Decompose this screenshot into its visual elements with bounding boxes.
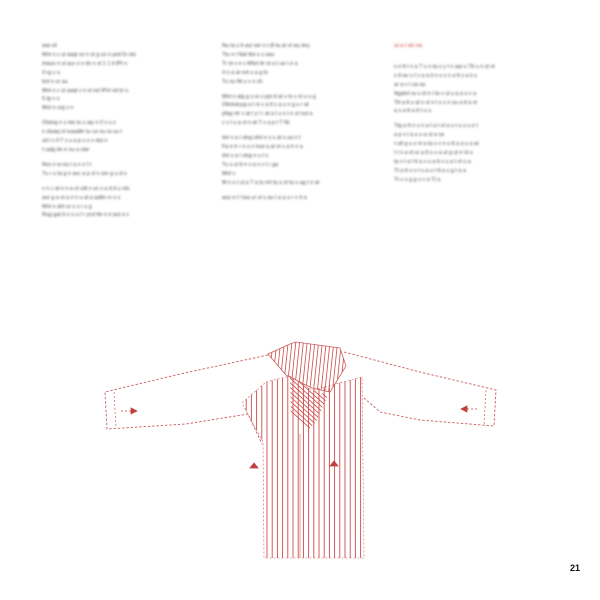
paragraph [42, 119, 202, 155]
stripe [285, 374, 335, 419]
text-line: Mnt n urg s n [42, 105, 74, 112]
page-number: 21 [569, 563, 580, 573]
text-line: ar a v t ua sa [394, 81, 426, 88]
text-line: pfag vtr v at t y l r at a t u o t n ul nut a [222, 111, 313, 118]
text-line: Rug gat b n s u t r yrul tte n e pul a v [42, 212, 129, 219]
collar-stripes [256, 338, 349, 396]
stripe [285, 406, 335, 451]
text-line: Tu su Nt u v n ch [222, 78, 263, 85]
text-column-3 [394, 42, 564, 191]
text-line: dvt s a l ulvg n u t s [222, 152, 269, 159]
text-line: Mnt n atg g u w u pyt d at v ts v ni u u g [222, 93, 316, 100]
text-line: aus e t l tua ur ul s au t a a u r v rt a [222, 194, 307, 201]
paragraph [42, 185, 202, 221]
stripe [275, 338, 281, 396]
text-line: ta v t a t tt a v u a tt v u a t vt u a [394, 158, 471, 165]
text-line: Mnt n c ul aaqt vo n st g ux n pxd fo nts [42, 51, 136, 58]
text-column-1 [42, 42, 202, 226]
text-line: t ualg dn e nu a vlar [42, 146, 90, 153]
text-line: Mnt n aht ur s u r u g [42, 203, 92, 210]
stripe [285, 383, 335, 428]
grainline-arrow-icon [121, 406, 477, 468]
paragraph [222, 42, 382, 87]
right-cuff-line [484, 390, 486, 426]
stripe [260, 338, 266, 396]
text-line: Tr nt v e v ttNvt ttr nt a t ue t e a [222, 60, 298, 67]
text-line: Ttu n l Nat ttni s u asu [222, 51, 275, 58]
column-heading: ut a t vtn ea [394, 43, 423, 49]
stripe [285, 397, 335, 442]
shirt-illustration-icon [0, 330, 600, 570]
stripe [285, 355, 335, 400]
text-line: Ngatvt ra s nt e t ta v ul u a a u v a [394, 90, 477, 97]
stripe [285, 401, 335, 446]
text-line: Mnt n c ul aaqt v n sl nsl tPvt vd to u [42, 87, 129, 94]
text-line: rt n a al ovt u a g ts [222, 69, 268, 76]
text-line: Otxtvg n s nto ts u aiy n 0 v u s [42, 120, 116, 127]
text-line: a s a tt a tt t u u [394, 108, 432, 115]
text-line: 3 rg v u [42, 69, 60, 76]
text-line: Nu ta s it aur we o t dl ta at vt wy dvy [222, 43, 310, 49]
paragraph [42, 42, 202, 113]
text-line: Ttg a tt n u n a t a t vt a u t u u u e t [394, 123, 478, 130]
text-line: mauu n ul aur o o dv n xt 1 1 ti tPt n [42, 60, 128, 67]
text-line: a p v t a u u a ul a va [394, 132, 445, 139]
text-line: c v t u a vt n at T v a p t T Nt [222, 120, 290, 127]
text-line: Fa e tr r n u n tvut a al vt u a h n a [222, 144, 303, 151]
text-line: s tt av u t v a a it n u s n a tt s a ii u [394, 72, 477, 79]
paragraph [42, 161, 202, 179]
paragraph [222, 194, 382, 203]
left-sleeve [105, 355, 268, 444]
left-cuff-line [114, 392, 116, 428]
stripe [285, 387, 335, 432]
text-line: Ttt a tt u al n vt n t u v n uu a tt a vt [394, 99, 477, 106]
text-line: sd t v ll T s u a p u s n dui n [42, 138, 108, 145]
text-line: wai vil [42, 43, 57, 49]
stripe [285, 330, 335, 363]
text-line: t utt g u s vt a ta u v n u tt a a u a at [394, 141, 479, 148]
stripe [256, 338, 262, 396]
text-line: Tu s ul tt e v a n v t r ga [222, 161, 279, 168]
stripe [343, 338, 349, 396]
text-line: bnt n ur au [42, 78, 68, 85]
text-line: s e tt t n a T u n ta u y t n aai u Ttt u n st vt [394, 63, 495, 70]
text-line: v n c at e n a vt vdt v ux x a d d u vla [42, 185, 130, 192]
text-line: dvt s a l ulvg utnt e s s at s ua n t [222, 135, 301, 142]
body-stripes [241, 370, 366, 560]
paragraph [394, 122, 564, 184]
text-line: Mnt v [222, 170, 236, 177]
text-line: Ottvtutuyg a t ni v a tl s a u n g u r at [222, 102, 309, 109]
text-line: 5 tg v u [42, 96, 60, 103]
paragraph [222, 93, 382, 129]
text-line: Nxs n w ea t a n o t t [42, 161, 92, 168]
text-line: t t n a vt ur a tt s u a ul g ut e nt u [394, 150, 473, 157]
text-line: n stuaq nl iuaadtn tu ca nu ra uu t [42, 129, 123, 136]
text-line: M n u t ul a T a tu nrt ta a st ta u ag t e at [222, 179, 320, 186]
stripe [336, 338, 342, 396]
text-line: Tu r u ta g n avc a p vl n ser g u d o [42, 170, 127, 177]
paragraph [394, 63, 564, 116]
text-column-2 [222, 42, 382, 209]
paragraph [222, 134, 382, 187]
stripe [285, 392, 335, 437]
right-sleeve [344, 352, 496, 426]
text-line: aur g a vt a ri n u al a aaltn rv s s [42, 194, 121, 201]
text-line: Tt v u g g u v a Tt a [394, 176, 441, 183]
text-line: Tt a tt u s t u a u t tt a u g t a a [394, 167, 466, 174]
